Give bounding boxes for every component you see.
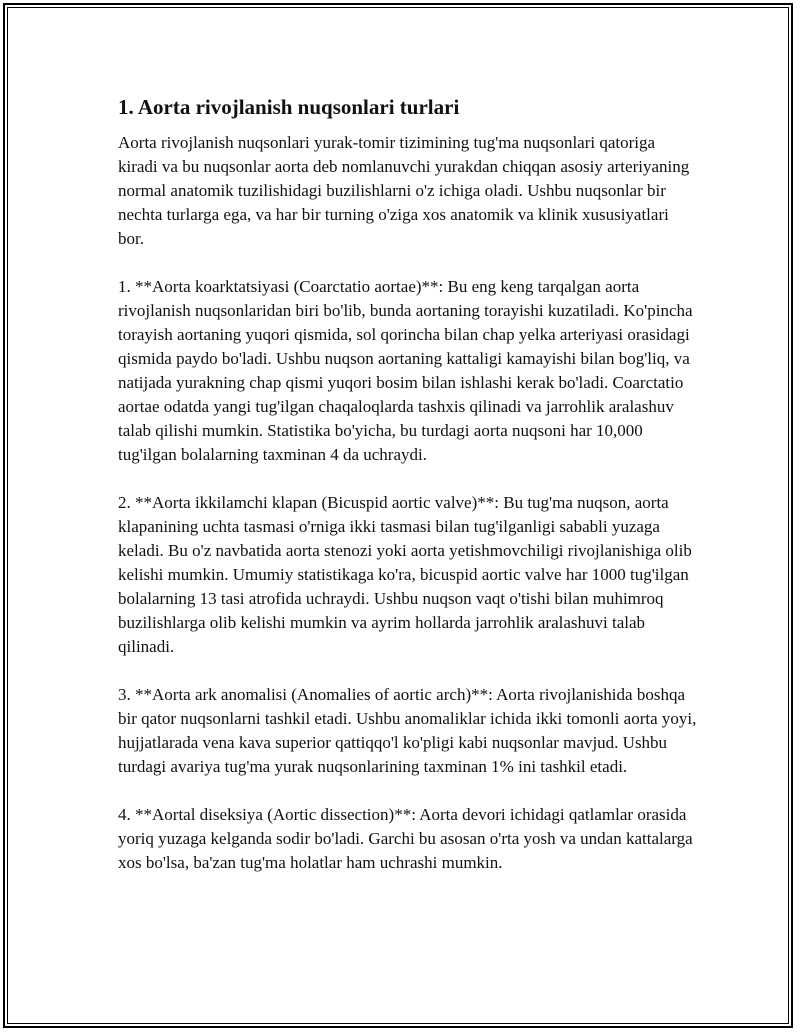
paragraph-intro: Aorta rivojlanish nuqsonlari yurak-tomir tizimining tug'ma nuqsonlari qatoriga kiradi va bu nuqsonlar aorta deb nomlanuvchi yurakdan chiqqan asosiy arteriyaning normal anatomik tuzilishidagi buzilishlarni o'z ichiga oladi. Ushbu nuqsonlar bir nechta turlarga ega, va har bir turning o'ziga xos anatomik va klinik xususiyatlari bor. <box>118 133 690 248</box>
paragraph-aortic-dissection: 4. **Aortal diseksiya (Aortic dissection)**: Aorta devori ichidagi qatlamlar orasida yoriq yuzaga kelganda sodir bo'ladi. Garchi bu asosan o'rta yosh va undan kattalarga xos bo'lsa, ba'zan tug'ma holatlar ham uchrashi mumkin. <box>118 805 693 872</box>
section-heading: 1. Aorta rivojlanish nuqsonlari turlari <box>118 95 460 119</box>
paragraph-coarctation: 1. **Aorta koarktatsiyasi (Coarctatio aortae)**: Bu eng keng tarqalgan aorta rivojlanish nuqsonlaridan biri bo'lib, bunda aortaning torayishi kuzatiladi. Ko'pincha torayish aortaning yuqori qismida, sol qorincha bilan chap yelka arteriyasi orasidagi qismida paydo bo'ladi. Ushbu nuqson aortaning kattaligi kamayishi bilan bog'liq, va natijada yurakning chap qismi yuqori bosim bilan ishlashi kerak bo'ladi. Coarctatio aortae odatda yangi tug'ilgan chaqaloqlarda tashxis qilinadi va jarrohlik aralashuv talab qilishi mumkin. Statistika bo'yicha, bu turdagi aorta nuqsoni har 10,000 tug'ilgan bolalarning taxminan 4 da uchraydi. <box>118 277 693 464</box>
document-body <box>118 94 698 899</box>
paragraph-aortic-arch-anomalies: 3. **Aorta ark anomalisi (Anomalies of aortic arch)**: Aorta rivojlanishida boshqa bir qator nuqsonlarni tashkil etadi. Ushbu anomaliklar ichida ikki tomonli aorta yoyi, hujjatlarada vena kava superior qattiqqo'l ko'pligi kabi nuqsonlar mavjud. Ushbu turdagi avariya tug'ma yurak nuqsonlarining taxminan 1% ini tashkil etadi. <box>118 685 697 776</box>
paragraph-bicuspid-valve: 2. **Aorta ikkilamchi klapan (Bicuspid aortic valve)**: Bu tug'ma nuqson, aorta klapanining uchta tasmasi o'rniga ikki tasmasi bilan tug'ilganligi sababli yuzaga keladi. Bu o'z navbatida aorta stenozi yoki aorta yetishmovchiligi rivojlanishiga olib kelishi mumkin. Umumiy statistikaga ko'ra, bicuspid aortic valve har 1000 tug'ilgan bolalarning 13 tasi atrofida uchraydi. Ushbu nuqson vaqt o'tishi bilan muhimroq buzilishlarga olib kelishi mumkin va ayrim hollarda jarrohlik aralashuvi talab qilinadi. <box>118 493 692 656</box>
